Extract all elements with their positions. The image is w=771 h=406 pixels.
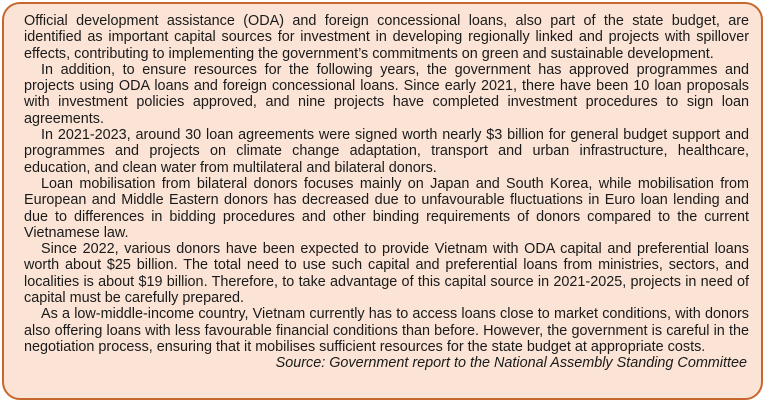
paragraph-loan-agreements: In 2021-2023, around 30 loan agreements were signed worth nearly $3 billion for general budget support and programmes and projects on climate change adaptation, transport and urban infrastructure, healthcare, education, and clean water from multilateral and bilateral donors. <box>24 127 749 176</box>
info-box <box>2 2 763 400</box>
paragraph-expected-capital: Since 2022, various donors have been expected to provide Vietnam with ODA capital and preferential loans worth about $25 billion. The total need to use such capital and preferential loans from ministries, sectors, and localities is about $19 billion. Therefore, to take advantage of this capital source in 2021-2025, projects in need of capital must be carefully prepared. <box>24 241 749 307</box>
source-citation: Source: Government report to the National Assembly Standing Committee <box>275 355 747 372</box>
paragraph-market-conditions: As a low-middle-income country, Vietnam currently has to access loans close to market conditions, with donors also offering loans with less favourable financial conditions than before. However, the government is careful in the negotiation process, ensuring that it mobilises sufficient resources for the state budget at appropriate costs. <box>24 306 749 355</box>
paragraph-bilateral-donors: Loan mobilisation from bilateral donors focuses mainly on Japan and South Korea, while mobilisation from European and Middle Eastern donors has decreased due to unfavourable fluctuations in Euro loan lending and due to differences in bidding procedures and other binding requirements of donors compared to the current Vietnamese law. <box>24 175 749 241</box>
paragraph-approved-programmes: In addition, to ensure resources for the following years, the government has approved programmes and projects using ODA loans and foreign concessional loans. Since early 2021, there have been 10 loan proposals with investment policies approved, and nine projects have completed investment procedures to sign loan agreements. <box>24 61 749 127</box>
paragraph-oda-overview: Official development assistance (ODA) and foreign concessional loans, also part of the state budget, are identified as important capital sources for investment in developing regionally linked and projects with spillover effects, contributing to implementing the government’s commitments on green and sustainable development. <box>24 13 749 62</box>
